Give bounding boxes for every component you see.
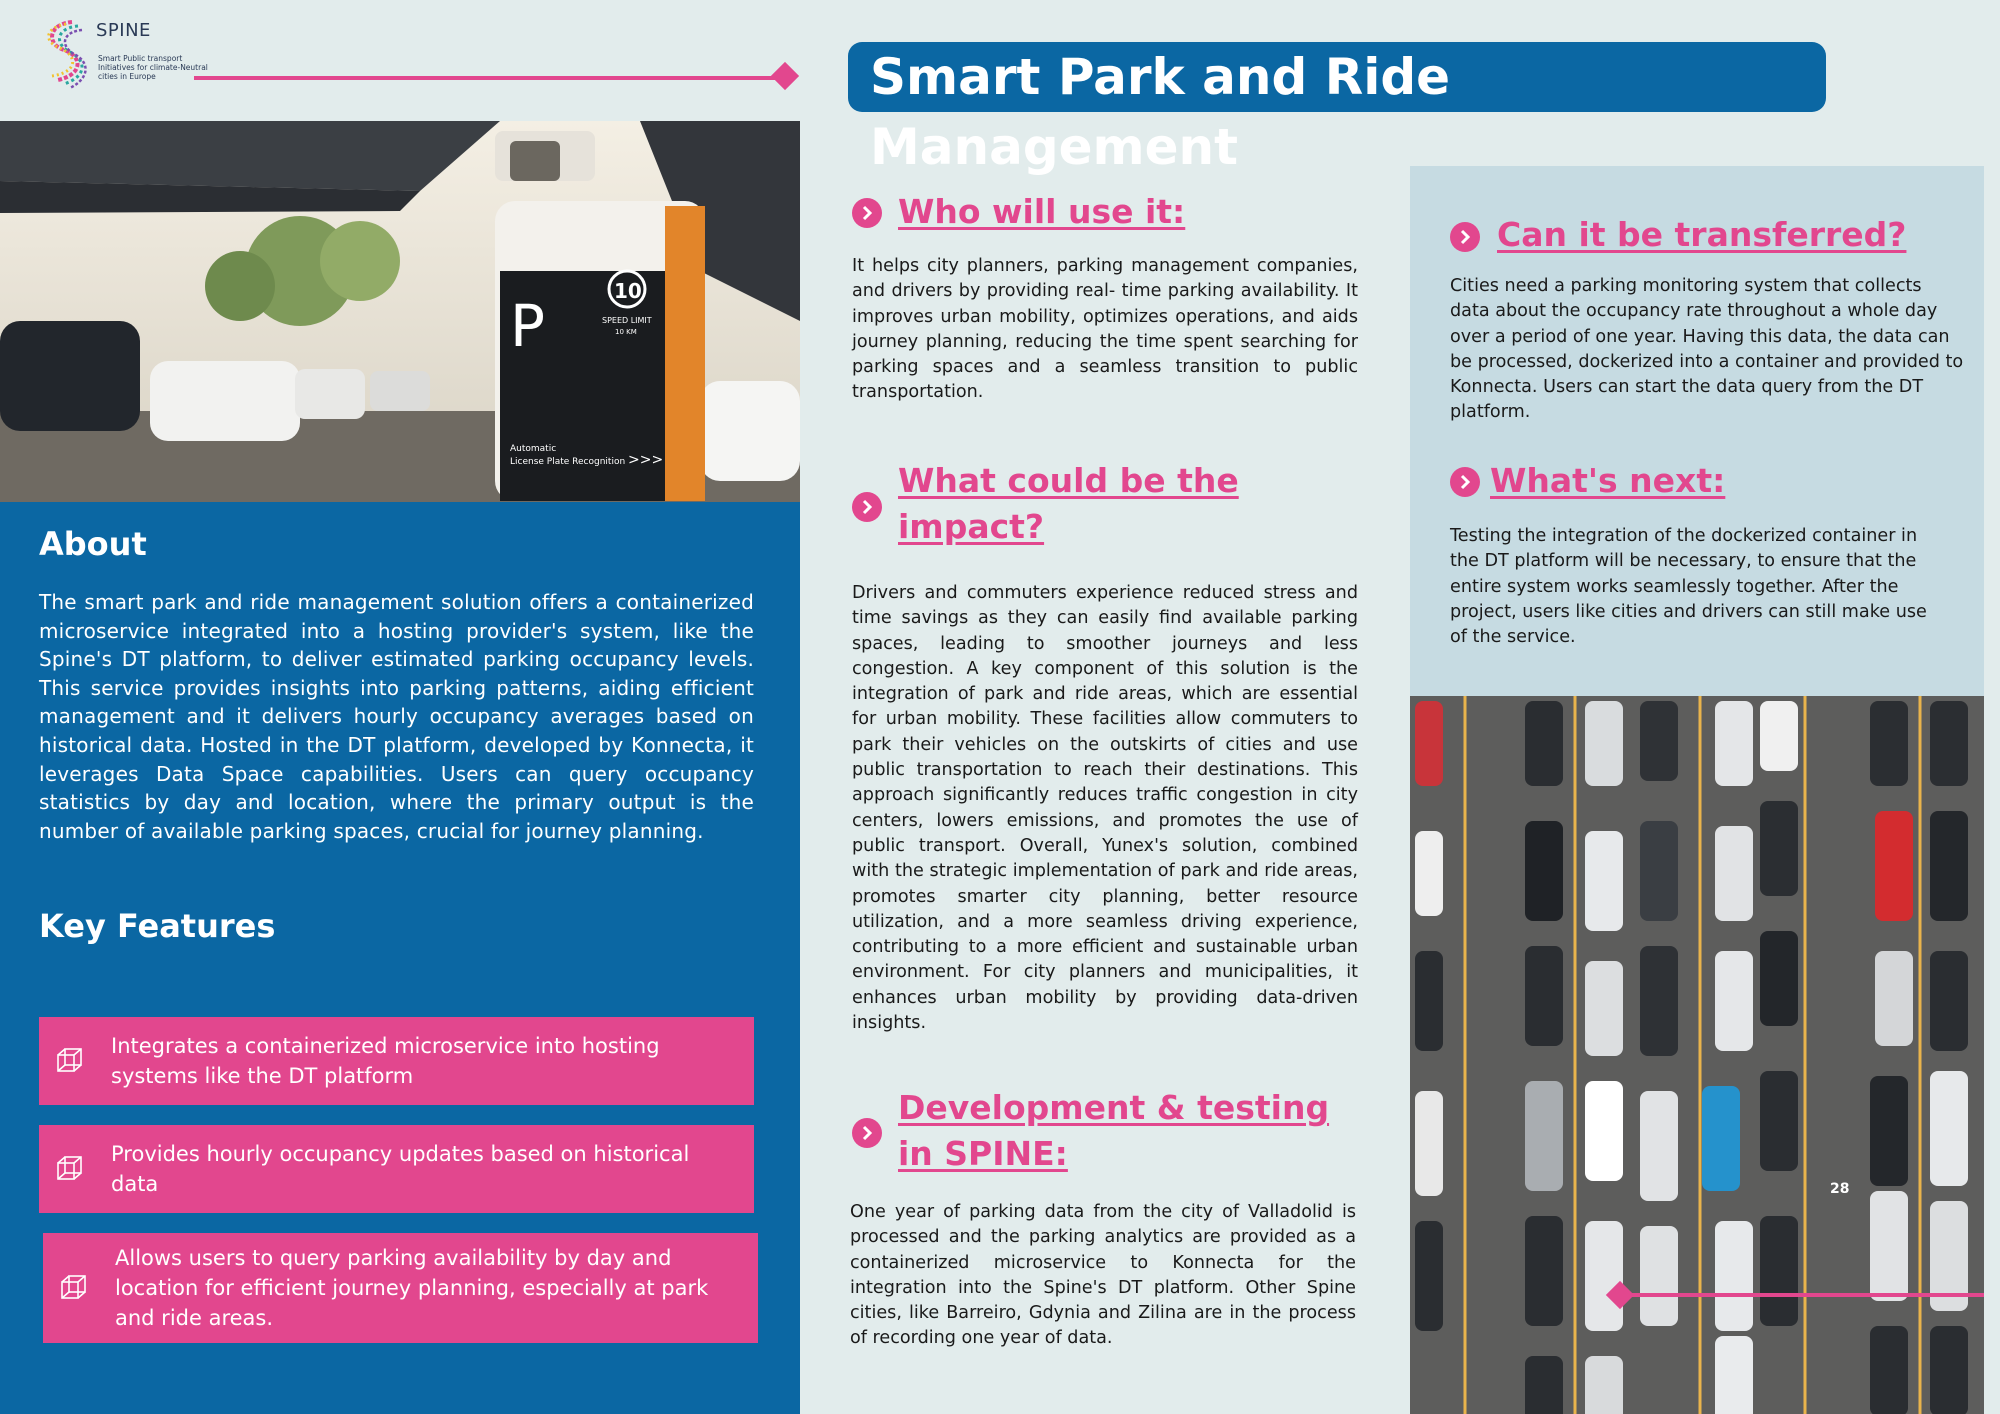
car — [1640, 701, 1678, 781]
speed-unit: 10 KM — [615, 328, 637, 336]
car — [1640, 946, 1678, 1056]
impact-heading-line1: What could be the — [898, 461, 1239, 500]
who-heading: Who will use it: — [898, 192, 1186, 231]
transfer-text: Cities need a parking monitoring system that collects data about the occupancy rate throughout a whole day over a period of one year. Having this data, the data can be processed, dockerized into a container and provided to Konnecta. Users can start the data query from the DT platform. — [1450, 276, 1964, 423]
car — [1715, 826, 1753, 921]
about-heading: About — [39, 525, 147, 563]
car — [1870, 701, 1908, 786]
feature-item — [39, 1125, 754, 1213]
car — [1525, 1081, 1563, 1191]
car — [1415, 831, 1443, 916]
impact-heading-line2: impact? — [898, 507, 1045, 546]
car — [1760, 1216, 1798, 1326]
car — [1930, 701, 1968, 786]
car — [1715, 1336, 1753, 1414]
car — [150, 361, 300, 441]
chevron-right-icon — [852, 492, 882, 522]
car — [1415, 951, 1443, 1051]
car — [1875, 811, 1913, 921]
anpr-label-line2: License Plate Recognition — [510, 457, 626, 467]
car — [1525, 946, 1563, 1046]
impact-heading — [898, 458, 1239, 550]
next-text: Testing the integration of the dockerized container in the DT platform will be necessary, to ensure that the entire system works seamlessly together. After the project, users like cities and drivers can still make use of the service. — [1450, 526, 1927, 648]
car — [1760, 1071, 1798, 1171]
car — [1585, 831, 1623, 931]
cube-icon — [55, 1154, 85, 1184]
speed-label: SPEED LIMIT — [602, 316, 652, 325]
brand-tagline: Smart Public transport Initiatives for climate-Neutral cities in Europe — [98, 54, 208, 81]
decorative-line — [1620, 1293, 1984, 1297]
car — [1870, 1326, 1908, 1414]
car — [1930, 1071, 1968, 1186]
car — [1415, 1221, 1443, 1331]
development-text: One year of parking data from the city of Valladolid is processed and the parking analytics are provided as a containerized microservice to Konnecta for the integration into the Spine's DT platform. Other Spine cities, like Barreiro, Gdynia and Zilina are in the process of recording one year of data. — [850, 1202, 1356, 1349]
header-divider-line — [194, 76, 784, 80]
anpr-arrows: >>> — [628, 452, 664, 468]
page-title: Smart Park and Ride Management — [848, 42, 1826, 112]
car — [1525, 1216, 1563, 1326]
brand-name: SPINE — [96, 20, 151, 41]
next-heading: What's next: — [1490, 461, 1726, 500]
about-text: The smart park and ride management solution offers a containerized microservice integrated into a hosting provider's system, like the Spine's DT platform, to deliver estimated parking occupancy levels. This service provides insights into parking patterns, aiding efficient management and it delivers hourly occupancy averages based on historical data. Hosted in the DT platform, developed by Konnecta, it leverages Data Space capabilities. Users can query occupancy statistics by day and location, where the primary output is the number of available parking spaces, crucial for journey planning. — [39, 590, 754, 843]
feature-item — [43, 1233, 758, 1343]
car — [1525, 1356, 1563, 1414]
feature-text: Provides hourly occupancy updates based on historical data — [111, 1142, 690, 1196]
car — [1640, 1091, 1678, 1201]
development-heading — [898, 1085, 1329, 1177]
speed-number: 10 — [614, 279, 642, 303]
car — [1760, 701, 1798, 771]
car — [1702, 1086, 1740, 1191]
car — [1715, 1221, 1753, 1331]
car — [1525, 821, 1563, 921]
chevron-right-icon — [1450, 222, 1480, 252]
feature-text: Integrates a containerized microservice into hosting systems like the DT platform — [111, 1034, 660, 1088]
car — [1415, 701, 1443, 786]
impact-text: Drivers and commuters experience reduced stress and time savings as they can easily find available parking spaces, leading to smoother journeys and less congestion. A key component of this solution is the integration of park and ride areas, which are essential for urban mobility. These facilities allow commuters to park their vehicles on the outskirts of cities and use public transportation to reach their destinations. This approach significantly reduces traffic congestion in city centers, lowers emissions, and promotes the use of public transport. Overall, Yunex's solution, combined with the strategic implementation of park and ride areas, promotes smarter city planning, better resource utilization, and a more seamless driving experience, contributing to a more efficient and sustainable urban environment. For city planners and municipalities, it enhances urban mobility by providing data-driven insights. — [852, 583, 1358, 1034]
car — [1585, 1356, 1623, 1414]
sign-letter: P — [510, 292, 545, 360]
parking-space-number: 28 — [1830, 1181, 1850, 1197]
car — [1525, 701, 1563, 786]
car — [1930, 1326, 1968, 1414]
development-heading-line2: in SPINE: — [898, 1134, 1068, 1173]
cube-icon — [55, 1046, 85, 1076]
car — [700, 381, 800, 481]
car — [1760, 931, 1798, 1026]
aerial-parking-photo — [1410, 696, 1984, 1414]
cube-icon — [59, 1273, 89, 1303]
anpr-label-line1: Automatic — [510, 444, 557, 454]
car — [1715, 701, 1753, 786]
car — [1640, 1226, 1678, 1326]
chevron-right-icon — [852, 198, 882, 228]
car — [1585, 1081, 1623, 1181]
car — [0, 321, 140, 431]
car — [1870, 1076, 1908, 1186]
car — [1585, 701, 1623, 786]
car — [1875, 951, 1913, 1046]
who-text: It helps city planners, parking management companies, and drivers by providing real- time parking availability. It improves urban mobility, optimizes operations, and aids journey planning, reducing the time spent searching for parking spaces and a seamless transition to public transportation. — [852, 256, 1358, 403]
feature-text: Allows users to query parking availability by day and location for efficient journey planning, especially at park and ride areas. — [115, 1246, 709, 1330]
transfer-heading: Can it be transferred? — [1497, 215, 1907, 254]
key-features-heading: Key Features — [39, 907, 276, 945]
car — [1930, 951, 1968, 1051]
car — [1930, 811, 1968, 921]
parking-garage-photo — [0, 121, 800, 502]
car — [370, 371, 430, 411]
car — [1870, 1191, 1908, 1301]
car — [1585, 961, 1623, 1056]
header-divider-diamond — [771, 62, 799, 90]
development-heading-line1: Development & testing — [898, 1088, 1330, 1127]
car — [1640, 821, 1678, 921]
chevron-right-icon — [852, 1118, 882, 1148]
feature-item — [39, 1017, 754, 1105]
chevron-right-icon — [1450, 467, 1480, 497]
car — [1760, 801, 1798, 896]
car — [1715, 951, 1753, 1051]
car — [1585, 1221, 1623, 1331]
car — [295, 369, 365, 419]
car — [1415, 1091, 1443, 1196]
